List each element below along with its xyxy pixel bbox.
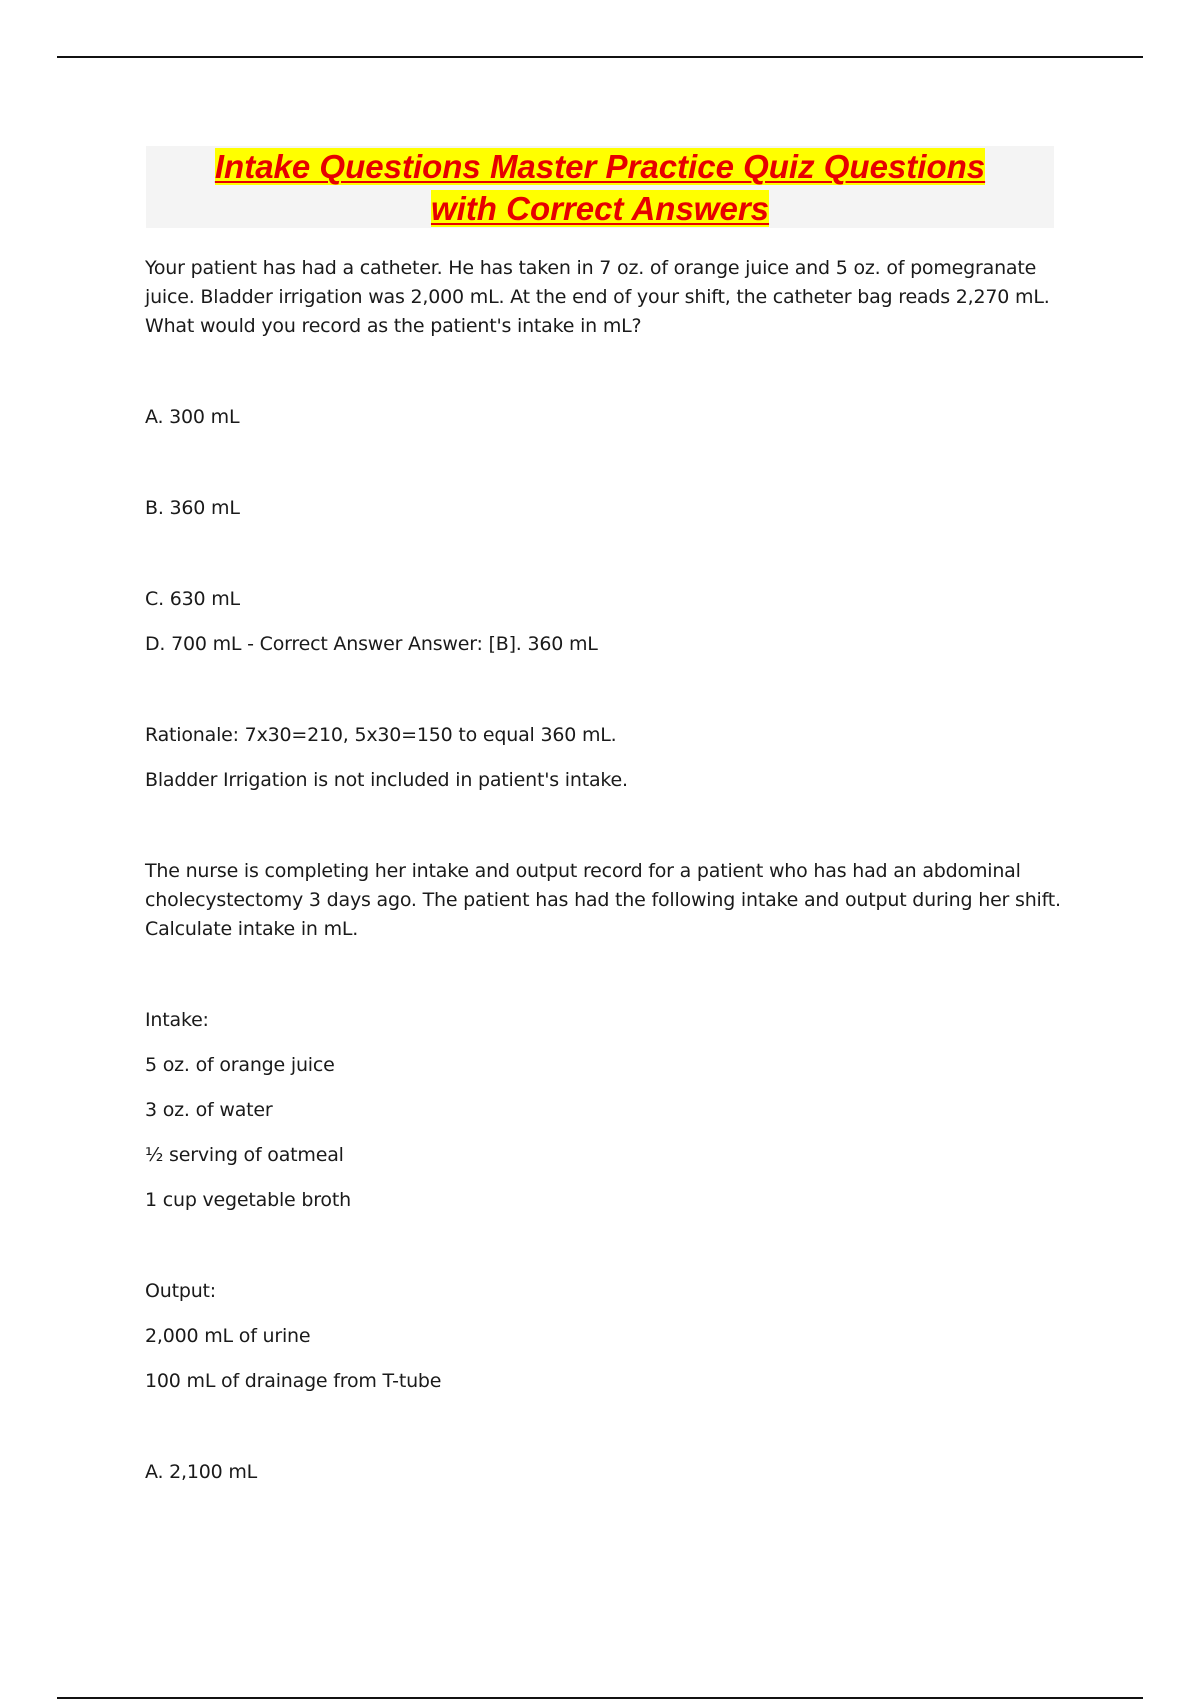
output-item: 100 mL of drainage from T-tube <box>145 1370 442 1392</box>
intake-item: 5 oz. of orange juice <box>145 1054 335 1076</box>
q1-note: Bladder Irrigation is not included in patient's intake. <box>145 769 628 791</box>
bottom-rule <box>57 1697 1143 1699</box>
title-line-1: Intake Questions Master Practice Quiz Questions <box>214 148 986 185</box>
q2-option-a: A. 2,100 mL <box>145 1461 258 1483</box>
q1-rationale: Rationale: 7x30=210, 5x30=150 to equal 360 mL. <box>145 724 617 746</box>
intake-item: 1 cup vegetable broth <box>145 1189 351 1211</box>
q1-option-a: A. 300 mL <box>145 406 240 428</box>
q1-option-c: C. 630 mL <box>145 588 240 610</box>
output-label: Output: <box>145 1280 217 1302</box>
q1-option-d-answer: D. 700 mL - Correct Answer Answer: [B]. 360 mL <box>145 633 598 655</box>
intake-item: ½ serving of oatmeal <box>145 1144 344 1166</box>
intake-label: Intake: <box>145 1009 209 1031</box>
question-2-stem: The nurse is completing her intake and output record for a patient who has had an abdominal cholecystectomy 3 days ago. The patient has had the following intake and output during her shift. Calculate intake in mL. <box>145 860 1061 940</box>
question-1-stem: Your patient has had a catheter. He has taken in 7 oz. of orange juice and 5 oz. of pomegranate juice. Bladder irrigation was 2,000 mL. At the end of your shift, the catheter bag reads 2,270 mL. What would you record as the patient's intake in mL? <box>145 257 1050 337</box>
document-title <box>146 146 1054 228</box>
output-item: 2,000 mL of urine <box>145 1325 311 1347</box>
top-rule <box>57 56 1143 58</box>
q1-option-b: B. 360 mL <box>145 497 240 519</box>
title-line-2: with Correct Answers <box>430 190 770 227</box>
document-body <box>145 254 1065 1487</box>
intake-item: 3 oz. of water <box>145 1099 273 1121</box>
